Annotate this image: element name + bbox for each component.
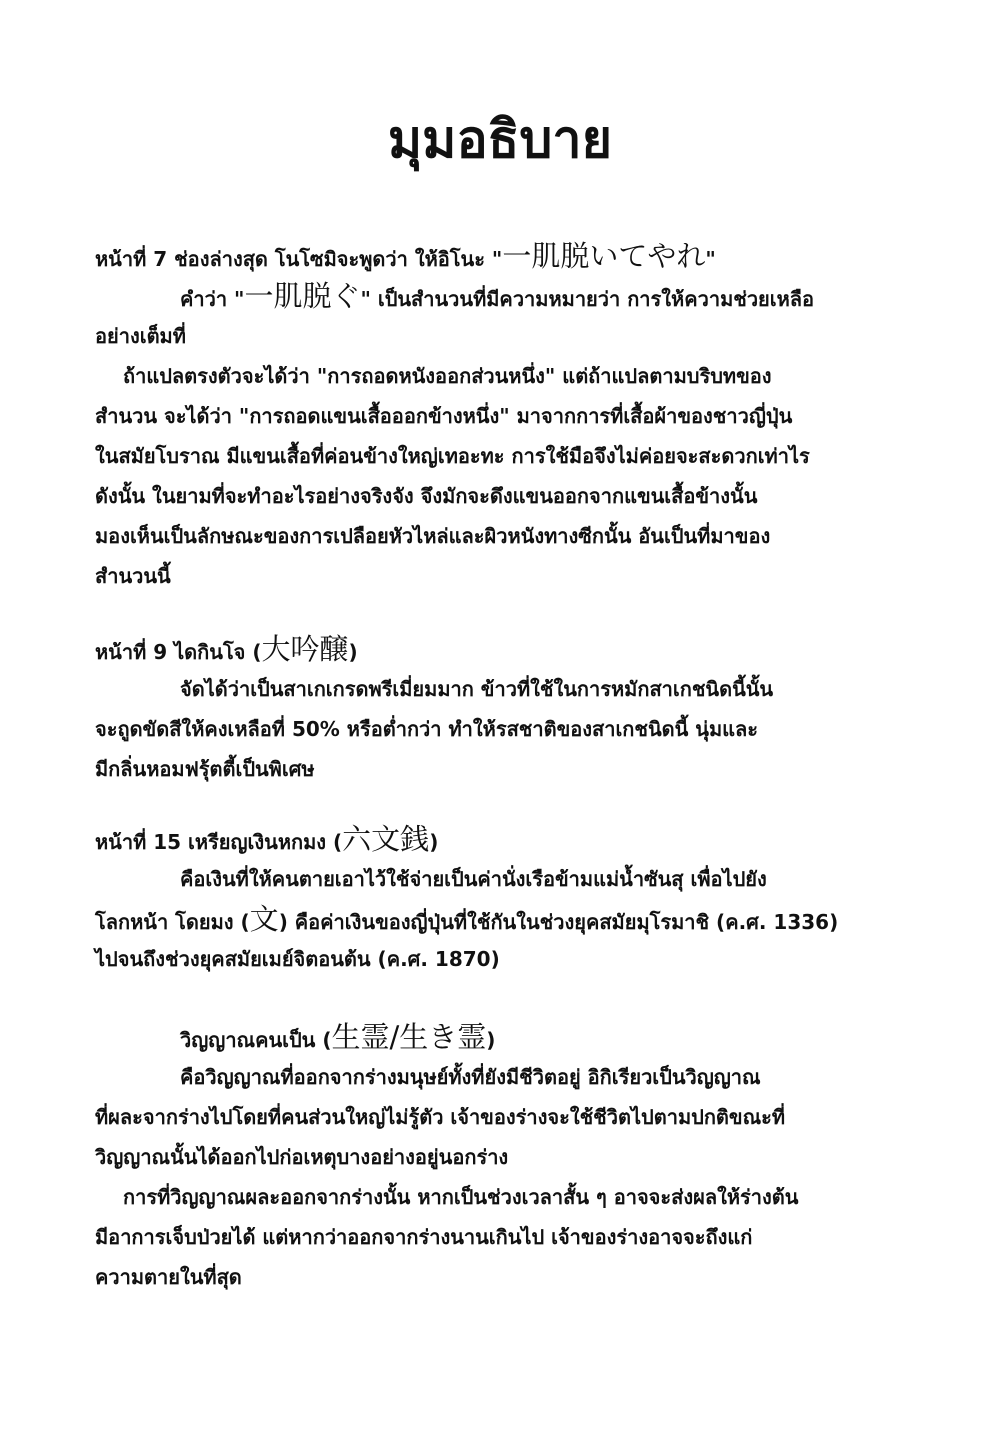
japanese-term: 生霊/生き霊 xyxy=(331,1020,487,1054)
note-line: วิญญาณนั้นได้ออกไปก่อเหตุบางอย่างอยู่นอกร่าง xyxy=(95,1145,509,1169)
japanese-term: 六文銭 xyxy=(342,822,430,856)
note-line: มีอาการเจ็บป่วยได้ แต่หากว่าออกจากร่างนานเกินไป เจ้าของร่างอาจจะถึงแก่ xyxy=(95,1225,753,1249)
note-line: ความตายในที่สุด xyxy=(95,1265,242,1289)
note-line: สำนวน จะได้ว่า "การถอดแขนเสื้อออกข้างหนึ่ง" มาจากการที่เสื้อผ้าของชาวญี่ปุ่น xyxy=(95,404,793,428)
page-title: มุมอธิบาย xyxy=(387,110,613,170)
note-page-9 xyxy=(95,629,910,789)
note-line: มีกลิ่นหอมฟรุ้ตตี้เป็นพิเศษ xyxy=(95,757,315,781)
notes-content xyxy=(95,236,910,1297)
note-heading: วิญญาณคนเป็น (生霊/生き霊) xyxy=(180,1020,496,1054)
note-line: จัดได้ว่าเป็นสาเกเกรดพรีเมี่ยมมาก ข้าวที่ใช้ในการหมักสาเกชนิดนี้นั้น xyxy=(180,677,774,701)
japanese-term: 一肌脱ぐ xyxy=(244,279,361,313)
note-line: ดังนั้น ในยามที่จะทำอะไรอย่างจริงจัง จึงมักจะดึงแขนออกจากแขนเสื้อข้างนั้น xyxy=(95,484,758,508)
japanese-term: 文 xyxy=(249,902,279,936)
note-line: การที่วิญญาณผละออกจากร่างนั้น หากเป็นช่วงเวลาสั้น ๆ อาจจะส่งผลให้ร่างต้น xyxy=(123,1185,799,1209)
note-line: จะถูดขัดสีให้คงเหลือที่ 50% หรือต่ำกว่า ทำให้รสชาติของสาเกชนิดนี้ นุ่มและ xyxy=(95,717,759,741)
note-line: คำว่า "一肌脱ぐ" เป็นสำนวนที่มีความหมายว่า การให้ความช่วยเหลือ xyxy=(180,279,815,313)
note-page-7 xyxy=(95,236,910,596)
note-line: สำนวนนี้ xyxy=(95,564,171,588)
note-line: ไปจนถึงช่วงยุคสมัยเมย์จิตอนต้น (ค.ศ. 1870) xyxy=(95,947,500,971)
japanese-term: 一肌脱いてやれ xyxy=(502,239,706,273)
note-line: มองเห็นเป็นลักษณะของการเปลือยหัวไหล่และผิวหนังทางซีกนั้น อันเป็นที่มาของ xyxy=(95,524,771,548)
note-line: ถ้าแปลตรงตัวจะได้ว่า "การถอดหนังออกส่วนหนึ่ง" แต่ถ้าแปลตามบริบทของ xyxy=(123,364,772,388)
note-line: คือวิญญาณที่ออกจากร่างมนุษย์ทั้งที่ยังมีชีวิตอยู่ อิกิเรียวเป็นวิญญาณ xyxy=(180,1065,761,1089)
japanese-term: 大吟醸 xyxy=(261,632,349,666)
note-line: ที่ผละจากร่างไปโดยที่คนส่วนใหญ่ไม่รู้ตัว เจ้าของร่างจะใช้ชีวิตไปตามปกติขณะที่ xyxy=(95,1105,786,1129)
note-line: โลกหน้า โดยมง (文) คือค่าเงินของญี่ปุ่นที่ใช้กันในช่วงยุคสมัยมุโรมาชิ (ค.ศ. 1336) xyxy=(95,902,839,936)
note-page-15 xyxy=(95,819,910,979)
note-heading: หน้าที่ 7 ช่องล่างสุด โนโซมิจะพูดว่า ให้อิโนะ "一肌脱いてやれ" xyxy=(95,239,716,273)
note-heading: หน้าที่ 9 ไดกินโจ (大吟醸) xyxy=(95,632,358,666)
note-heading: หน้าที่ 15 เหรียญเงินหกมง (六文銭) xyxy=(95,822,439,856)
note-ikiryo xyxy=(95,1017,910,1297)
note-line: คือเงินที่ให้คนตายเอาไว้ใช้จ่ายเป็นค่านั่งเรือข้ามแม่น้ำซันสุ เพื่อไปยัง xyxy=(180,867,767,891)
note-line: ในสมัยโบราณ มีแขนเสื้อที่ค่อนข้างใหญ่เทอะทะ การใช้มือจึงไม่ค่อยจะสะดวกเท่าไร xyxy=(95,444,810,468)
note-line: อย่างเต็มที่ xyxy=(95,324,186,348)
